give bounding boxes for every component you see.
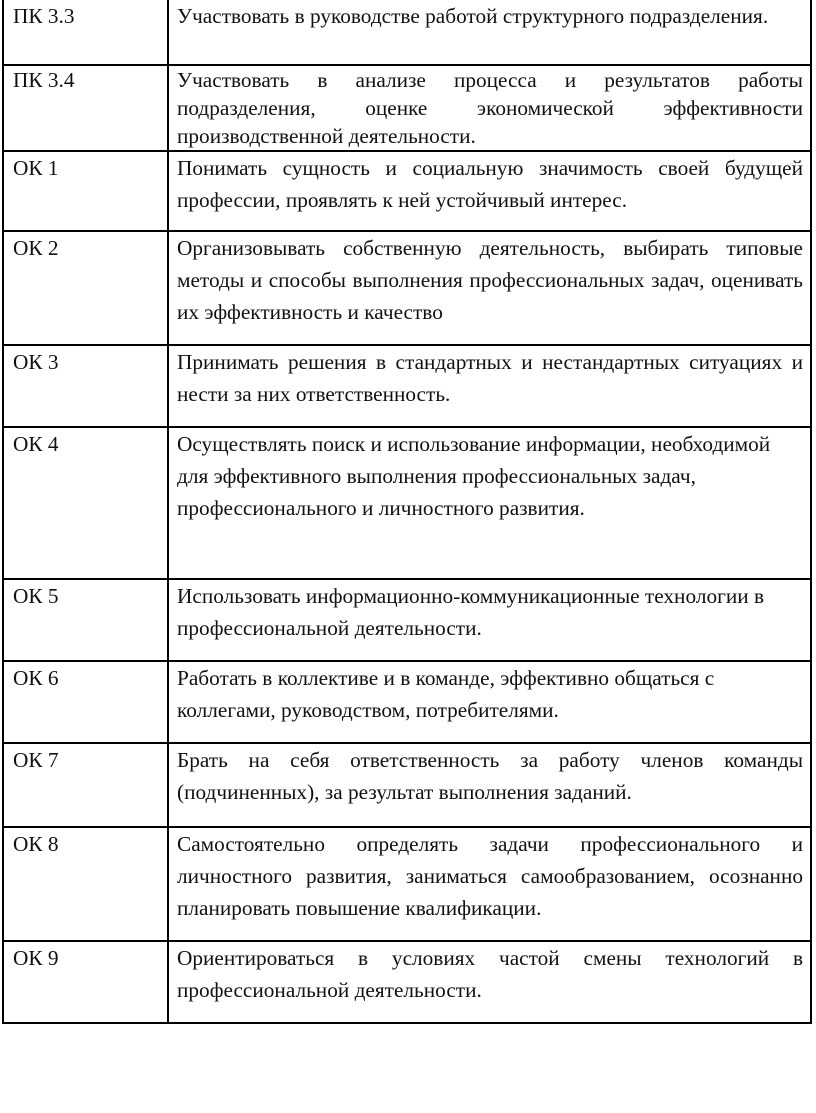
table-row xyxy=(3,231,811,345)
competency-code: ОК 4 xyxy=(3,427,168,579)
competency-code: ОК 3 xyxy=(3,345,168,427)
competency-code: ОК 5 xyxy=(3,579,168,661)
competency-description: Организовывать собственную деятельность, выбирать типовые методы и способы выполнения профессиональных задач, оценивать их эффективность и качество xyxy=(168,231,811,345)
competencies-table xyxy=(2,0,812,1024)
table-row xyxy=(3,0,811,65)
competency-description: Работать в коллективе и в команде, эффективно общаться с коллегами, руководством, потребителями. xyxy=(168,661,811,743)
competency-code: ОК 6 xyxy=(3,661,168,743)
competency-code: ОК 1 xyxy=(3,151,168,231)
competency-description: Брать на себя ответственность за работу членов команды (подчиненных), за результат выполнения заданий. xyxy=(168,743,811,827)
competency-code: ОК 8 xyxy=(3,827,168,941)
table-row xyxy=(3,345,811,427)
table-row xyxy=(3,941,811,1023)
competency-code: ПК 3.4 xyxy=(3,65,168,151)
table-row xyxy=(3,65,811,151)
table-row xyxy=(3,579,811,661)
table-row xyxy=(3,827,811,941)
competency-code: ОК 2 xyxy=(3,231,168,345)
competency-description: Самостоятельно определять задачи профессионального и личностного развития, заниматься самообразованием, осознанно планировать повышение квалификации. xyxy=(168,827,811,941)
table-row xyxy=(3,427,811,579)
table-row xyxy=(3,151,811,231)
competency-description: Участвовать в руководстве работой структурного подразделения. xyxy=(168,0,811,65)
competency-description: Участвовать в анализе процесса и результатов работы подразделения, оценке экономической эффективности производственной деятельности. xyxy=(168,65,811,151)
competency-description: Ориентироваться в условиях частой смены технологий в профессиональной деятельности. xyxy=(168,941,811,1023)
competency-description: Осуществлять поиск и использование информации, необходимой для эффективного выполнения профессиональных задач, профессионального и личностного развития. xyxy=(168,427,811,579)
competency-code: ОК 7 xyxy=(3,743,168,827)
table-row xyxy=(3,661,811,743)
table-row xyxy=(3,743,811,827)
competency-description: Понимать сущность и социальную значимость своей будущей профессии, проявлять к ней устойчивый интерес. xyxy=(168,151,811,231)
competency-code: ПК 3.3 xyxy=(3,0,168,65)
competency-description: Использовать информационно-коммуникационные технологии в профессиональной деятельности. xyxy=(168,579,811,661)
competency-code: ОК 9 xyxy=(3,941,168,1023)
competency-description: Принимать решения в стандартных и нестандартных ситуациях и нести за них ответственность. xyxy=(168,345,811,427)
